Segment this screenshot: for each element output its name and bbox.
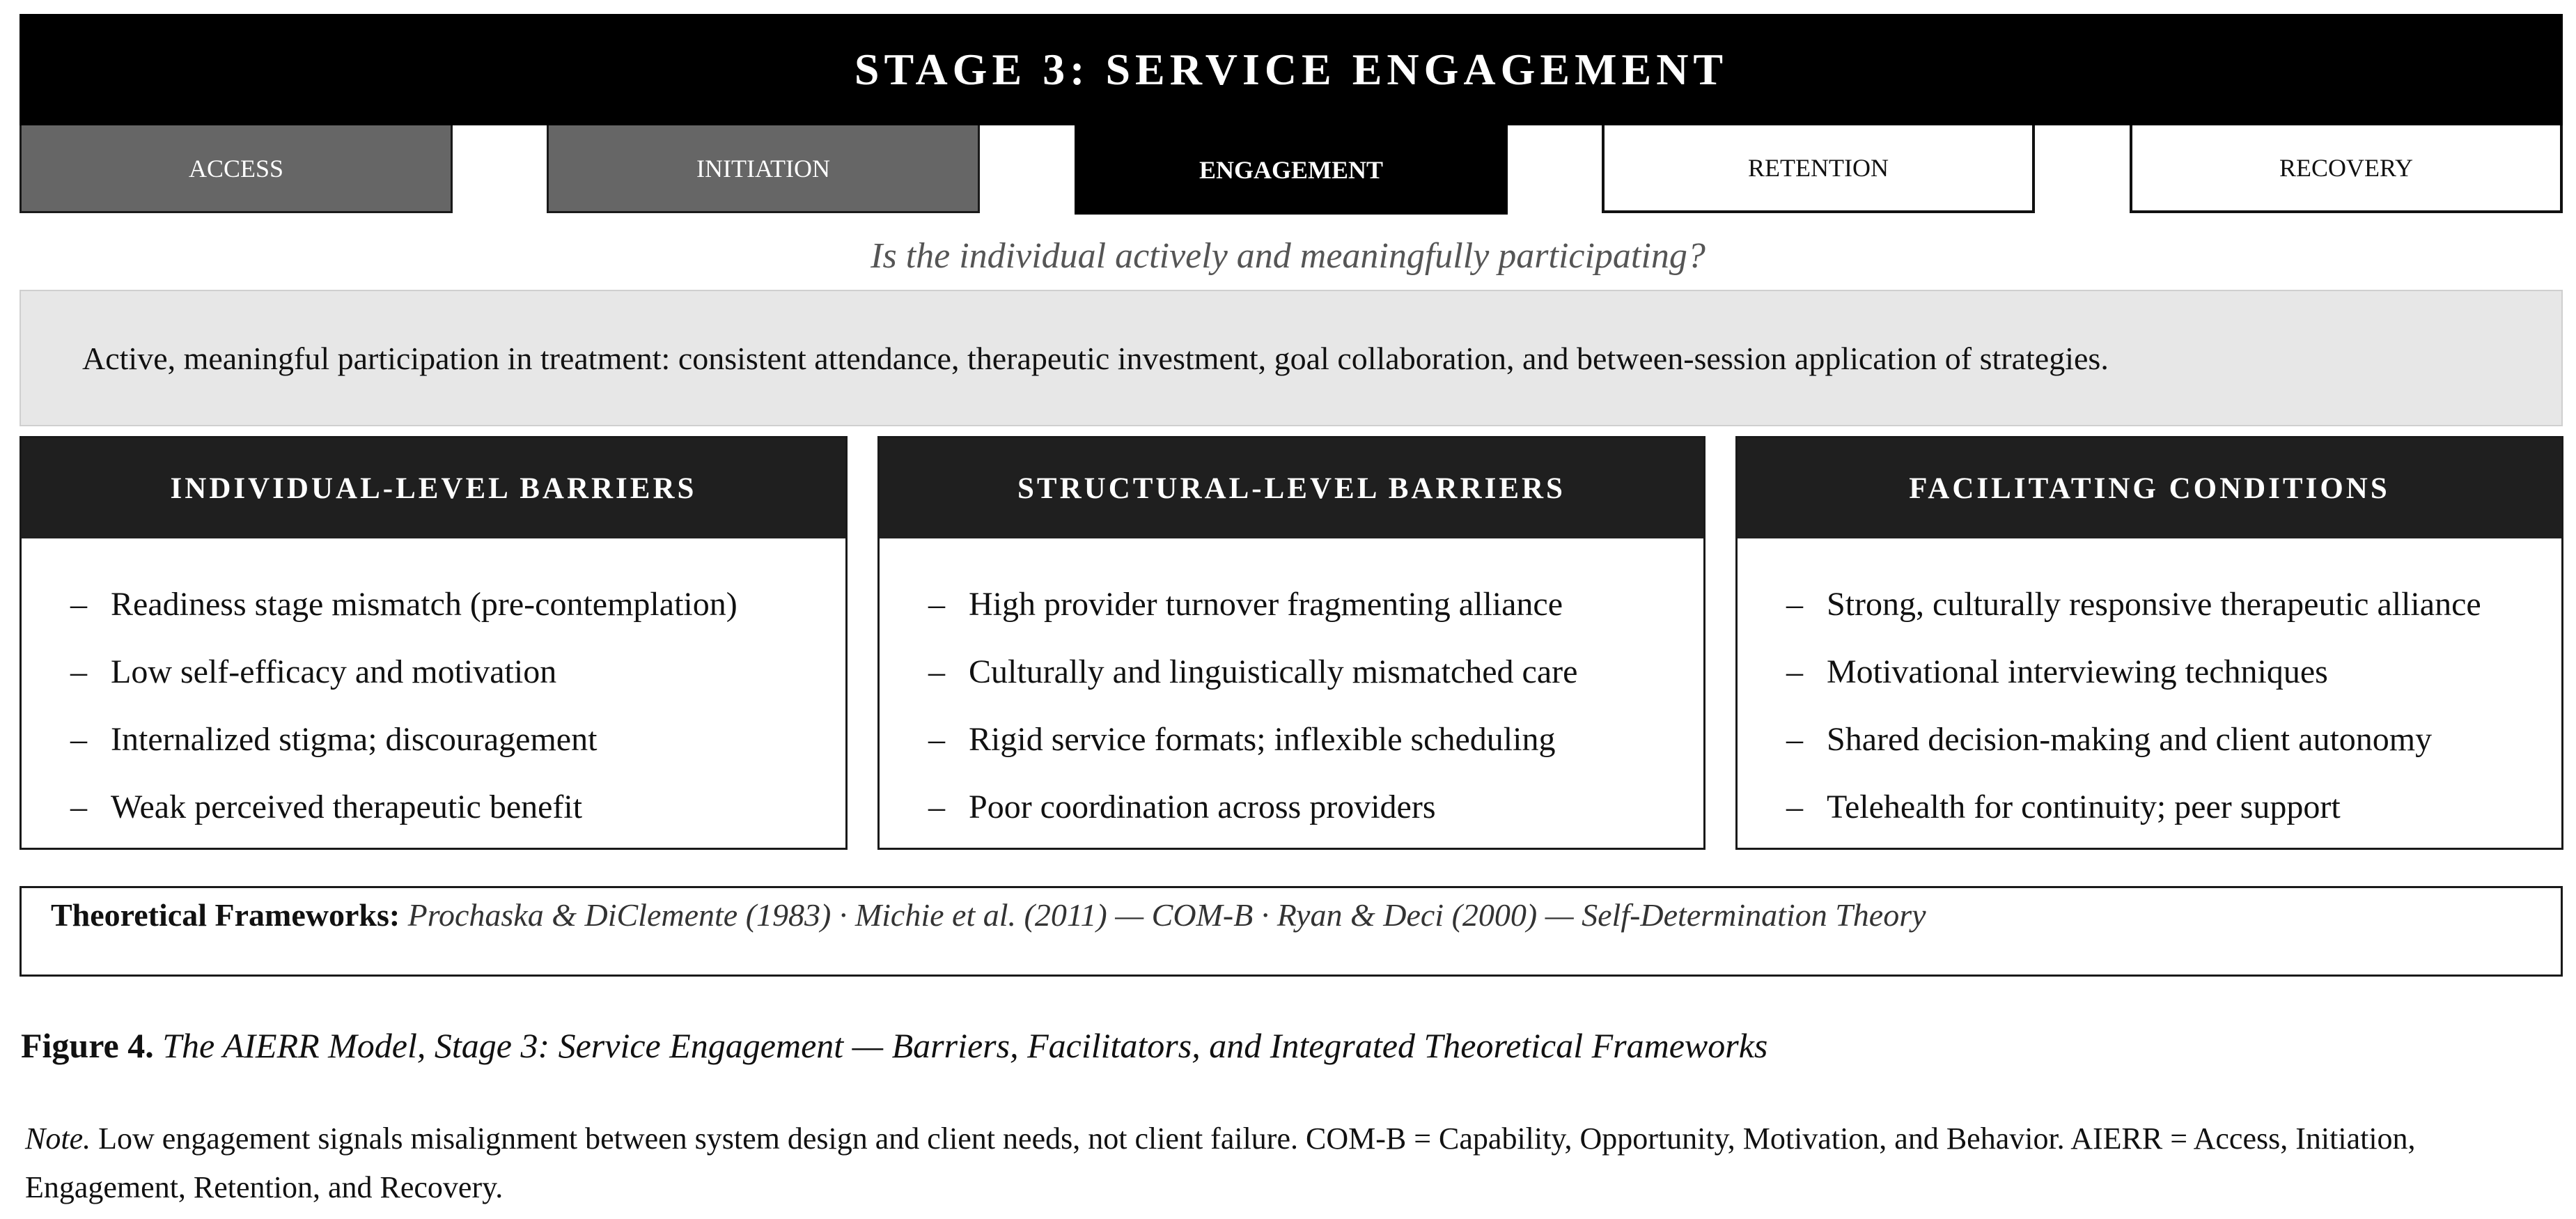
stage-tab-label: INITIATION bbox=[696, 154, 830, 183]
stage-title: STAGE 3: SERVICE ENGAGEMENT bbox=[854, 45, 1728, 94]
stage-tab-label: RETENTION bbox=[1748, 154, 1889, 182]
dash-bullet: – bbox=[70, 789, 87, 825]
list-item-text: High provider turnover fragmenting alliance bbox=[969, 586, 1563, 623]
list-item bbox=[928, 570, 1703, 638]
dash-bullet: – bbox=[928, 789, 945, 825]
panel-heading: STRUCTURAL-LEVEL BARRIERS bbox=[1017, 472, 1566, 505]
list-item-text: Culturally and linguistically mismatched care bbox=[969, 653, 1578, 690]
list-item bbox=[70, 638, 845, 706]
dash-bullet: – bbox=[1786, 653, 1803, 690]
panel-header bbox=[880, 438, 1703, 538]
stage-tab-label: ENGAGEMENT bbox=[1199, 156, 1384, 184]
list-item bbox=[928, 773, 1703, 841]
list-item-text: Motivational interviewing techniques bbox=[1827, 653, 2328, 690]
list-item-text: Telehealth for continuity; peer support bbox=[1827, 789, 2341, 825]
list-item bbox=[928, 638, 1703, 706]
dash-bullet: – bbox=[70, 586, 87, 623]
barrier-list bbox=[22, 538, 845, 841]
dash-bullet: – bbox=[1786, 586, 1803, 623]
list-item-text: Internalized stigma; discouragement bbox=[111, 721, 598, 758]
stage-tab-engagement bbox=[1075, 125, 1508, 215]
definition-text: Active, meaningful participation in treatment: consistent attendance, therapeutic investment, goal collaboration, and between-session application of strategies. bbox=[82, 340, 2109, 376]
stage-tab-recovery bbox=[2130, 125, 2563, 213]
dash-bullet: – bbox=[928, 721, 945, 758]
list-item-text: Rigid service formats; inflexible scheduling bbox=[969, 721, 1556, 758]
figure-caption bbox=[21, 1025, 1767, 1066]
panel-header bbox=[1738, 438, 2561, 538]
definition-band bbox=[19, 290, 2563, 426]
list-item bbox=[1786, 706, 2561, 773]
stage-tab-retention bbox=[1602, 125, 2035, 213]
note-text: Low engagement signals misalignment between system design and client needs, not client failure. COM-B = Capability, Opportunity, Motivation, and Behavior. AIERR = Access, Initiation, Engagement, Retention, and Recovery. bbox=[25, 1121, 2416, 1204]
figure-title: The AIERR Model, Stage 3: Service Engagement — Barriers, Facilitators, and Integrated Theoretical Frameworks bbox=[162, 1026, 1768, 1065]
dash-bullet: – bbox=[1786, 789, 1803, 825]
individual-barriers-panel bbox=[19, 436, 848, 850]
frameworks-label: Theoretical Frameworks: bbox=[51, 897, 400, 933]
list-item bbox=[1786, 570, 2561, 638]
list-item bbox=[70, 773, 845, 841]
stage-tab-label: RECOVERY bbox=[2279, 154, 2414, 182]
figure-number: Figure 4. bbox=[21, 1026, 154, 1065]
dash-bullet: – bbox=[1786, 721, 1803, 758]
list-item-text: Shared decision-making and client autonomy bbox=[1827, 721, 2433, 758]
list-item bbox=[928, 706, 1703, 773]
stage-tab-label: ACCESS bbox=[188, 154, 284, 183]
list-item-text: Strong, culturally responsive therapeutic alliance bbox=[1827, 586, 2481, 623]
list-item bbox=[70, 570, 845, 638]
title-banner bbox=[19, 14, 2563, 125]
stage-tab-initiation bbox=[547, 125, 980, 213]
dash-bullet: – bbox=[928, 653, 945, 690]
guiding-question: Is the individual actively and meaningfully participating? bbox=[871, 236, 1705, 276]
panel-heading: INDIVIDUAL-LEVEL BARRIERS bbox=[170, 472, 697, 505]
frameworks-box bbox=[19, 886, 2563, 977]
list-item-text: Low self-efficacy and motivation bbox=[111, 653, 557, 690]
panel-heading: FACILITATING CONDITIONS bbox=[1909, 472, 2390, 505]
panel-header bbox=[22, 438, 845, 538]
dash-bullet: – bbox=[928, 586, 945, 623]
dash-bullet: – bbox=[70, 653, 87, 690]
list-item bbox=[1786, 638, 2561, 706]
structural-barriers-panel bbox=[877, 436, 1705, 850]
facilitator-list bbox=[1738, 538, 2561, 841]
facilitating-conditions-panel bbox=[1735, 436, 2563, 850]
barrier-list bbox=[880, 538, 1703, 841]
note-label: Note. bbox=[25, 1121, 91, 1156]
list-item-text: Poor coordination across providers bbox=[969, 789, 1436, 825]
list-item bbox=[70, 706, 845, 773]
list-item-text: Readiness stage mismatch (pre-contemplation) bbox=[111, 586, 737, 623]
frameworks-references: Prochaska & DiClemente (1983) · Michie et al. (2011) — COM-B · Ryan & Deci (2000) — Self-Determination Theory bbox=[407, 897, 1926, 933]
dash-bullet: – bbox=[70, 721, 87, 758]
list-item-text: Weak perceived therapeutic benefit bbox=[111, 789, 583, 825]
list-item bbox=[1786, 773, 2561, 841]
figure-note bbox=[25, 1115, 2532, 1212]
stage-tab-access bbox=[19, 125, 453, 213]
